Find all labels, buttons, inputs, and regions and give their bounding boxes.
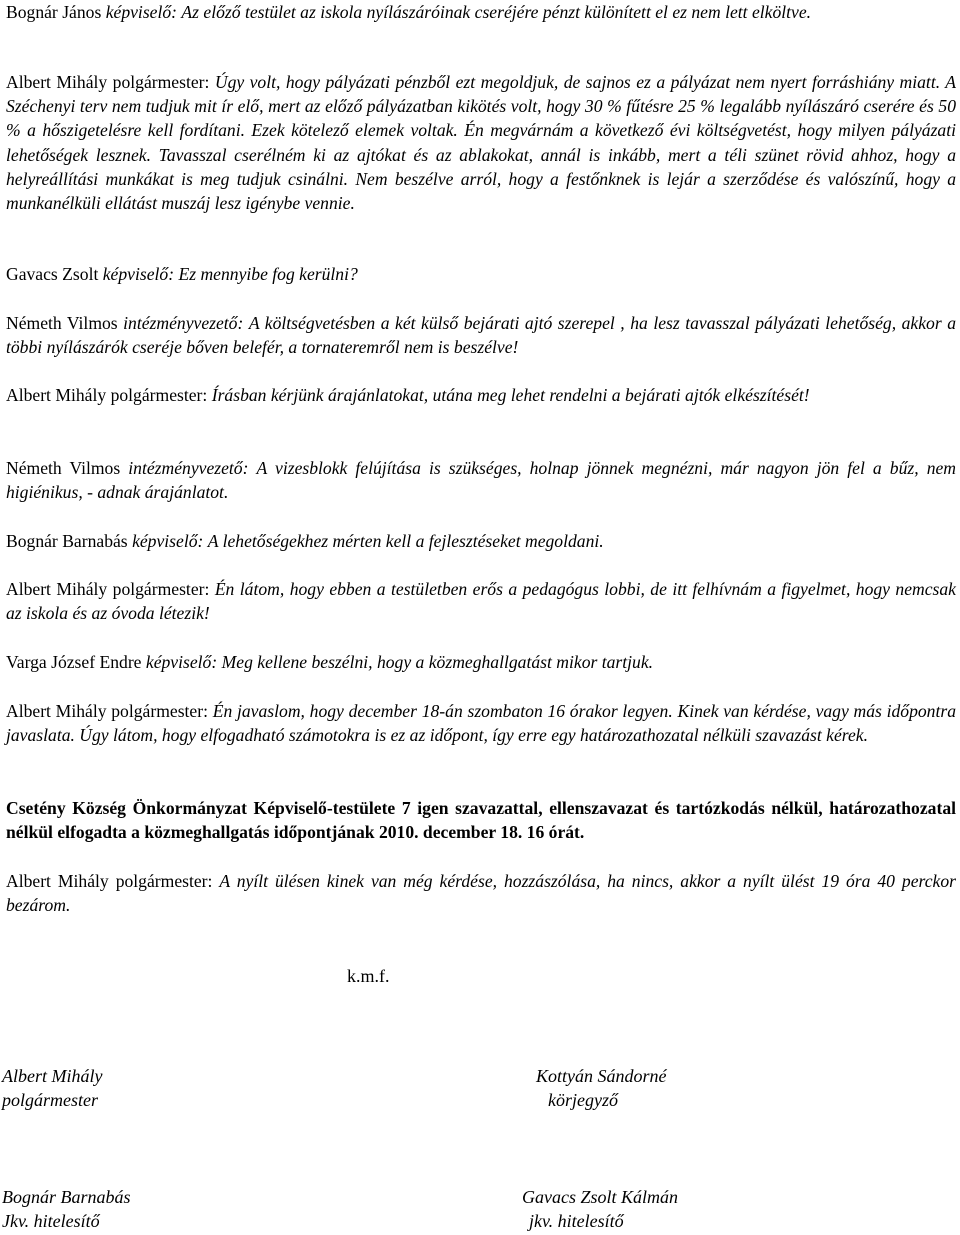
paragraph-nemeth-vilmos-1 <box>6 311 956 359</box>
speaker-name: Gavacs Zsolt <box>6 264 99 284</box>
speaker-name: Bognár János <box>6 2 102 22</box>
speaker-role: polgármester: <box>112 579 210 599</box>
speaker-name: Albert Mihály <box>6 871 109 891</box>
speaker-name: Varga József Endre <box>6 652 142 672</box>
speaker-role: képviselő: <box>105 2 178 22</box>
speaker-name: Németh Vilmos <box>6 313 118 333</box>
speech-text: A költségvetésben a két külső bejárati ajtó szerepel , ha lesz tavasszal pályázati lehetőség, akkor a többi nyílászárók cseréje bőven belefér, a tornateremről nem is beszélve! <box>6 313 956 358</box>
paragraph-bognar-barnabas <box>6 529 604 553</box>
signature-mayor <box>2 1064 102 1112</box>
speaker-role: polgármester: <box>110 385 208 405</box>
paragraph-albert-mihaly-5 <box>6 869 956 917</box>
speech-text: A nyílt ülésen kinek van még kérdése, hozzászólása, ha nincs, akkor a nyílt ülést 19 óra 40 perckor bezárom. <box>6 871 956 916</box>
speaker-name: Albert Mihály <box>6 72 108 92</box>
speaker-role: polgármester: <box>111 701 208 721</box>
speech-text: Ez mennyibe fog kerülni? <box>178 264 358 284</box>
signature-authenticator-2 <box>522 1185 678 1233</box>
speaker-role: intézményvezető: <box>128 458 249 478</box>
signature-title: körjegyző <box>548 1090 618 1110</box>
speech-text: Meg kellene beszélni, hogy a közmeghallgatást mikor tartjuk. <box>221 652 654 672</box>
speech-text: Én látom, hogy ebben a testületben erős a pedagógus lobbi, de itt felhívnám a figyelmet, hogy nemcsak az iskola és az óvoda létezik! <box>6 579 956 624</box>
decision-text: Csetény Község Önkormányzat Képviselő-testülete 7 igen szavazattal, ellenszavazat és tartózkodás nélkül, határozathozatal nélkül elfogadta a közmeghallgatás időpontjának 2010. december 18. 16 órát. <box>6 798 956 843</box>
paragraph-albert-mihaly-1 <box>6 70 956 215</box>
signature-name: Bognár Barnabás <box>2 1187 131 1207</box>
speaker-name: Albert Mihály <box>6 701 107 721</box>
signature-name: Kottyán Sándorné <box>536 1066 667 1086</box>
paragraph-varga-jozsef-endre <box>6 650 653 674</box>
speech-text: Én javaslom, hogy december 18-án szombaton 16 órakor legyen. Kinek van kérdése, vagy más időpontra javaslata. Úgy látom, hogy elfogadható számotokra is ez az időpont, így erre egy határozathozatal nélküli szavazást kérek. <box>6 701 956 746</box>
speech-text: Úgy volt, hogy pályázati pénzből ezt megoldjuk, de sajnos ez a pályázat nem nyert forráshiány miatt. A Széchenyi terv nem tudjuk mit ír elő, mert az előző pályázatban kikötés volt, hogy 30 % fűtésre 25 % legalább nyílászáró cserére és 50 % a hőszigetelésre kell fordítani. Ezek kötelező elemek voltak. Én megvárnám a következő évi költségvetést, hogy milyen pályázati lehetőségek lesznek. Tavasszal cserélném ki az ajtókat és az ablakokat, annál is inkább, mert a téli szünet rövid ahhoz, hogy a helyreállítási munkákat is meg tudjuk csinálni. Nem beszélve arról, hogy a festőnknek is lejár a szerződése és valószínű, hogy a munkanélküli ellátást muszáj lesz igénybe vennie. <box>6 72 956 214</box>
signature-clerk <box>536 1064 667 1112</box>
speech-text: A vizesblokk felújítása is szükséges, holnap jönnek megnézni, már nagyon jön fel a bűz, nem higiénikus, - adnak árajánlatot. <box>6 458 957 503</box>
signature-name: Albert Mihály <box>2 1066 103 1086</box>
signature-title: polgármester <box>2 1090 98 1110</box>
paragraph-bognar-janos <box>6 0 811 24</box>
speaker-role: intézményvezető: <box>123 313 244 333</box>
decision-paragraph <box>6 796 956 844</box>
speaker-name: Albert Mihály <box>6 579 108 599</box>
speaker-role: képviselő: <box>145 652 218 672</box>
speaker-role: polgármester: <box>112 72 210 92</box>
paragraph-gavacs-zsolt <box>6 262 358 286</box>
paragraph-albert-mihaly-3 <box>6 577 956 625</box>
speaker-name: Németh Vilmos <box>6 458 121 478</box>
speaker-role: képviselő: <box>132 531 204 551</box>
speaker-role: képviselő: <box>102 264 175 284</box>
signature-authenticator-1 <box>2 1185 131 1233</box>
speech-text: Az előző testület az iskola nyílászáróinak cseréjére pénzt különített el ez nem lett elköltve. <box>181 2 812 22</box>
speech-text: Írásban kérjünk árajánlatokat, utána meg lehet rendelni a bejárati ajtók elkészítését! <box>211 385 810 405</box>
signature-title: jkv. hitelesítő <box>529 1211 624 1231</box>
paragraph-albert-mihaly-4 <box>6 699 956 747</box>
speaker-name: Bognár Barnabás <box>6 531 128 551</box>
kmf-label: k.m.f. <box>347 966 390 986</box>
signature-title: Jkv. hitelesítő <box>2 1211 100 1231</box>
paragraph-albert-mihaly-2 <box>6 383 810 407</box>
speech-text: A lehetőségekhez mérten kell a fejlesztéseket megoldani. <box>207 531 604 551</box>
signature-name: Gavacs Zsolt Kálmán <box>522 1187 679 1207</box>
speaker-role: polgármester: <box>115 871 213 891</box>
speaker-name: Albert Mihály <box>6 385 107 405</box>
paragraph-nemeth-vilmos-2 <box>6 456 956 504</box>
